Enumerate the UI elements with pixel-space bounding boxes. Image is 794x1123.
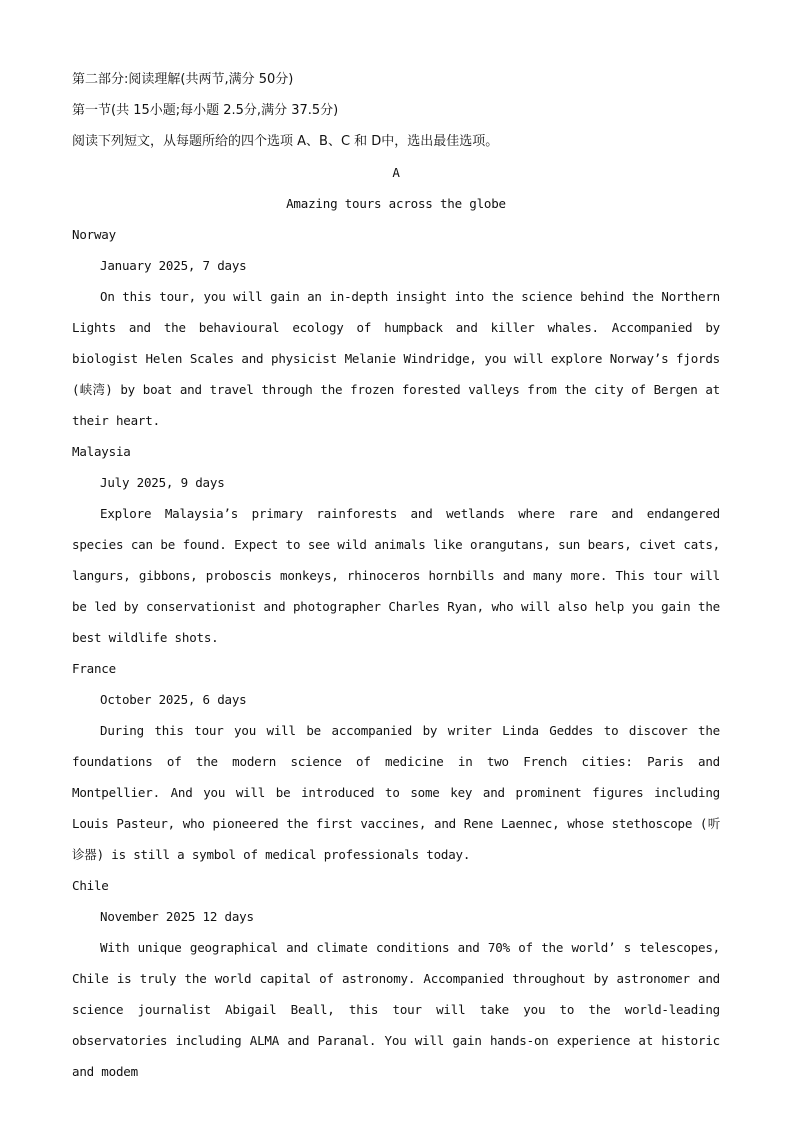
passage-letter: A (392, 165, 400, 180)
tour-france (72, 653, 720, 870)
tour-description: With unique geographical and climate conditions and 70% of the world’ s telescopes, Chile is truly the world capital of astronomy. Accompanied throughout by astronomer and science journalist Abigail Beall, this tour will take you to the world-leading observatories including ALMA and Paranal. You will gain hands-on experience at historic and modem (72, 940, 720, 1079)
tour-country: Malaysia (72, 444, 131, 459)
tour-country: Norway (72, 227, 116, 242)
tour-chile (72, 870, 720, 1087)
tour-date: July 2025, 9 days (100, 475, 225, 490)
tour-country: France (72, 661, 116, 676)
passage-title: Amazing tours across the globe (286, 196, 506, 211)
tour-description: On this tour, you will gain an in-depth insight into the science behind the Northern Lights and the behavioural ecology of humpback and killer whales. Accompanied by biologist Helen Scales and physicist Melanie Windridge, you will explore Norway’s fjords (峡湾) by boat and travel through the frozen forested valleys from the city of Bergen at their heart. (72, 289, 720, 428)
tour-norway (72, 219, 720, 436)
tour-date: November 2025 12 days (100, 909, 254, 924)
document-page (72, 64, 720, 1087)
tour-malaysia (72, 436, 720, 653)
tour-description: Explore Malaysia’s primary rainforests and wetlands where rare and endangered species can be found. Expect to see wild animals like orangutans, sun bears, civet cats, langurs, gibbons, proboscis monkeys, rhinoceros hornbills and many more. This tour will be led by conservationist and photographer Charles Ryan, who will also help you gain the best wildlife shots. (72, 506, 720, 645)
tour-date: October 2025, 6 days (100, 692, 247, 707)
part-heading: 第二部分:阅读理解(共两节,满分 50分) (72, 72, 294, 87)
section-heading: 第一节(共 15小题;每小题 2.5分,满分 37.5分) (72, 103, 339, 118)
tour-country: Chile (72, 878, 109, 893)
instruction-text: 阅读下列短文，从每题所给的四个选项 A、B、C 和 D中，选出最佳选项。 (72, 134, 499, 149)
tour-date: January 2025, 7 days (100, 258, 247, 273)
tour-description: During this tour you will be accompanied by writer Linda Geddes to discover the foundations of the modern science of medicine in two French cities: Paris and Montpellier. And you will be introduced to some key and prominent figures including Louis Pasteur, who pioneered the first vaccines, and Rene Laennec, whose stethoscope (听诊器) is still a symbol of medical professionals today. (72, 723, 720, 862)
